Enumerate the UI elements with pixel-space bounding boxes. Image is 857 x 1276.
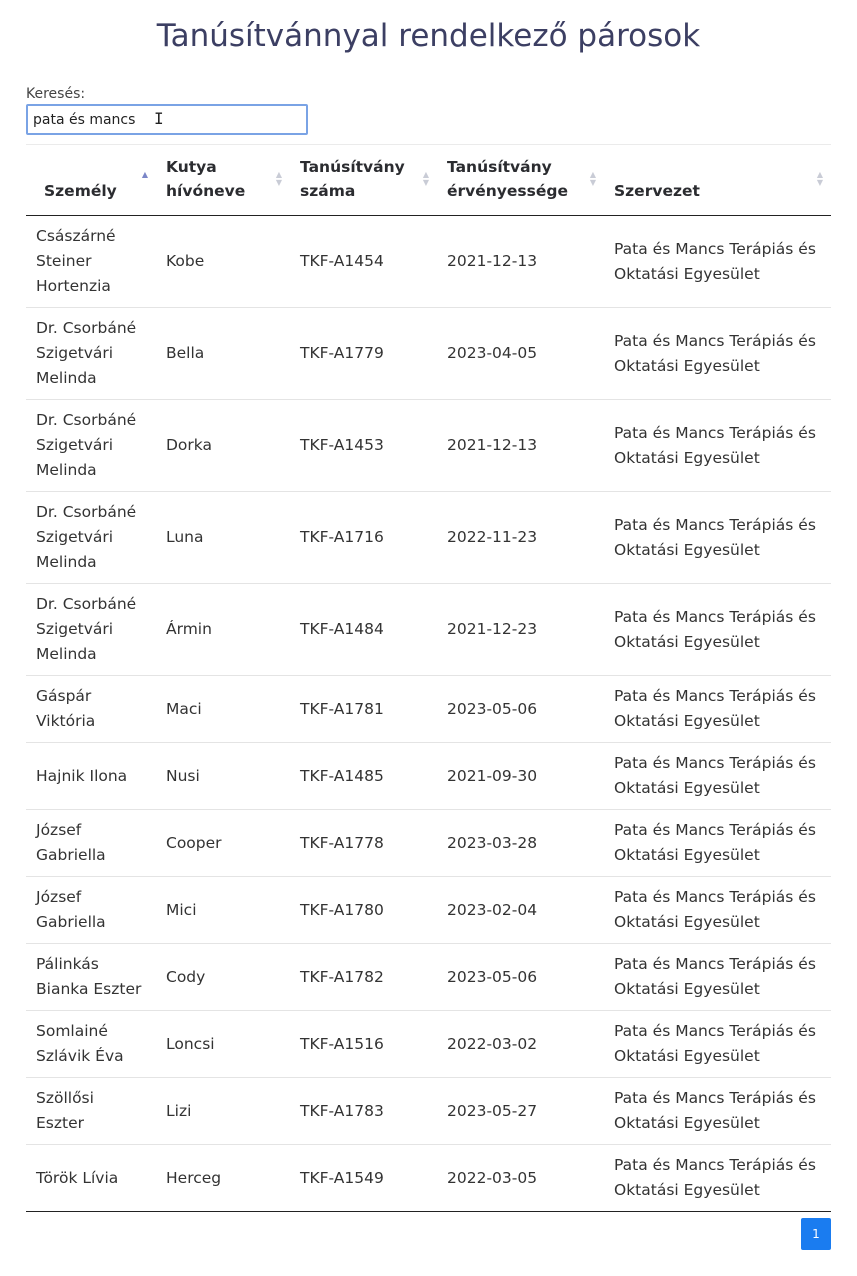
cell-certificate-validity: 2022-11-23 [437,492,604,584]
cell-certificate-number: TKF-A1716 [290,492,437,584]
column-header-organization[interactable] [604,145,831,216]
cell-person: József Gabriella [26,877,156,944]
cell-certificate-validity: 2021-12-13 [437,400,604,492]
cell-person: József Gabriella [26,810,156,877]
cell-certificate-validity: 2023-05-06 [437,944,604,1011]
cell-dog-name: Cody [156,944,290,1011]
cell-organization: Pata és Mancs Terápiás és Oktatási Egyesület [604,584,831,676]
cell-person: Hajnik Ilona [26,743,156,810]
cell-dog-name: Lizi [156,1078,290,1145]
cell-dog-name: Mici [156,877,290,944]
cell-certificate-validity: 2022-03-02 [437,1011,604,1078]
cell-organization: Pata és Mancs Terápiás és Oktatási Egyesület [604,676,831,743]
table-row [26,1145,831,1212]
table-row [26,584,831,676]
sort-arrows-icon: ▲ ▼ [816,170,823,187]
table-row [26,877,831,944]
cell-certificate-number: TKF-A1782 [290,944,437,1011]
cell-organization: Pata és Mancs Terápiás és Oktatási Egyesület [604,308,831,400]
cell-dog-name: Luna [156,492,290,584]
cell-person: Dr. Csorbáné Szigetvári Melinda [26,400,156,492]
table-row [26,944,831,1011]
table-header-row [26,145,831,216]
results-table [26,144,831,1212]
column-header-label: Szervezet [614,182,700,200]
cell-organization: Pata és Mancs Terápiás és Oktatási Egyesület [604,492,831,584]
table-row [26,1011,831,1078]
sort-arrows-icon: ▲ ▼ [422,170,429,187]
cell-organization: Pata és Mancs Terápiás és Oktatási Egyesület [604,400,831,492]
cell-person: Gáspár Viktória [26,676,156,743]
table-row [26,216,831,308]
cell-organization: Pata és Mancs Terápiás és Oktatási Egyesület [604,1145,831,1212]
cell-person: Dr. Csorbáné Szigetvári Melinda [26,308,156,400]
cell-certificate-number: TKF-A1779 [290,308,437,400]
cell-certificate-number: TKF-A1484 [290,584,437,676]
cell-dog-name: Loncsi [156,1011,290,1078]
cell-certificate-number: TKF-A1783 [290,1078,437,1145]
cell-certificate-validity: 2021-12-23 [437,584,604,676]
column-header-label: Személy [44,182,117,200]
column-header-label: Kutya hívóneve [166,158,246,200]
table-row [26,308,831,400]
cell-dog-name: Bella [156,308,290,400]
cell-dog-name: Ármin [156,584,290,676]
cell-certificate-validity: 2023-03-28 [437,810,604,877]
pagination-page-button[interactable]: 1 [801,1218,831,1250]
column-header-label: Tanúsítvány érvényessége [447,158,568,200]
cell-person: Dr. Csorbáné Szigetvári Melinda [26,492,156,584]
cell-organization: Pata és Mancs Terápiás és Oktatási Egyesület [604,810,831,877]
cell-dog-name: Maci [156,676,290,743]
cell-dog-name: Herceg [156,1145,290,1212]
table-row [26,400,831,492]
column-header-certificate-number[interactable] [290,145,437,216]
cell-certificate-validity: 2022-03-05 [437,1145,604,1212]
column-header-dog-name[interactable] [156,145,290,216]
sort-arrows-icon: ▲ ▼ [589,170,596,187]
cell-certificate-number: TKF-A1485 [290,743,437,810]
cell-organization: Pata és Mancs Terápiás és Oktatási Egyesület [604,944,831,1011]
cell-certificate-validity: 2023-02-04 [437,877,604,944]
cell-person: Szöllősi Eszter [26,1078,156,1145]
cell-certificate-number: TKF-A1454 [290,216,437,308]
cell-certificate-number: TKF-A1516 [290,1011,437,1078]
cell-organization: Pata és Mancs Terápiás és Oktatási Egyesület [604,1078,831,1145]
cell-person: Pálinkás Bianka Eszter [26,944,156,1011]
cell-organization: Pata és Mancs Terápiás és Oktatási Egyesület [604,216,831,308]
search-input[interactable] [26,104,308,135]
cell-dog-name: Cooper [156,810,290,877]
cell-certificate-validity: 2023-05-27 [437,1078,604,1145]
cell-organization: Pata és Mancs Terápiás és Oktatási Egyesület [604,877,831,944]
cell-dog-name: Kobe [156,216,290,308]
table-body [26,216,831,1212]
column-header-label: Tanúsítvány száma [300,158,405,200]
cell-person: Császárné Steiner Hortenzia [26,216,156,308]
table-row [26,1078,831,1145]
text-cursor-icon: I [154,109,164,128]
cell-certificate-validity: 2021-09-30 [437,743,604,810]
page-title: Tanúsítvánnyal rendelkező párosok [156,18,701,54]
cell-person: Somlainé Szlávik Éva [26,1011,156,1078]
cell-certificate-number: TKF-A1453 [290,400,437,492]
column-header-person[interactable] [26,145,156,216]
table-row [26,676,831,743]
cell-certificate-validity: 2023-05-06 [437,676,604,743]
sort-arrows-icon: ▲ ▼ [275,170,282,187]
cell-certificate-number: TKF-A1549 [290,1145,437,1212]
table-row [26,492,831,584]
cell-certificate-number: TKF-A1780 [290,877,437,944]
cell-certificate-number: TKF-A1781 [290,676,437,743]
search-label: Keresés: [26,86,86,102]
cell-dog-name: Nusi [156,743,290,810]
cell-certificate-validity: 2021-12-13 [437,216,604,308]
table-row [26,810,831,877]
search-block [26,86,308,135]
cell-certificate-validity: 2023-04-05 [437,308,604,400]
results-table-wrapper [26,144,831,1212]
cell-person: Dr. Csorbáné Szigetvári Melinda [26,584,156,676]
table-row [26,743,831,810]
cell-dog-name: Dorka [156,400,290,492]
cell-certificate-number: TKF-A1778 [290,810,437,877]
cell-organization: Pata és Mancs Terápiás és Oktatási Egyesület [604,1011,831,1078]
cell-organization: Pata és Mancs Terápiás és Oktatási Egyesület [604,743,831,810]
column-header-certificate-validity[interactable] [437,145,604,216]
cell-person: Török Lívia [26,1145,156,1212]
sort-arrows-icon: ▲ [141,170,148,179]
